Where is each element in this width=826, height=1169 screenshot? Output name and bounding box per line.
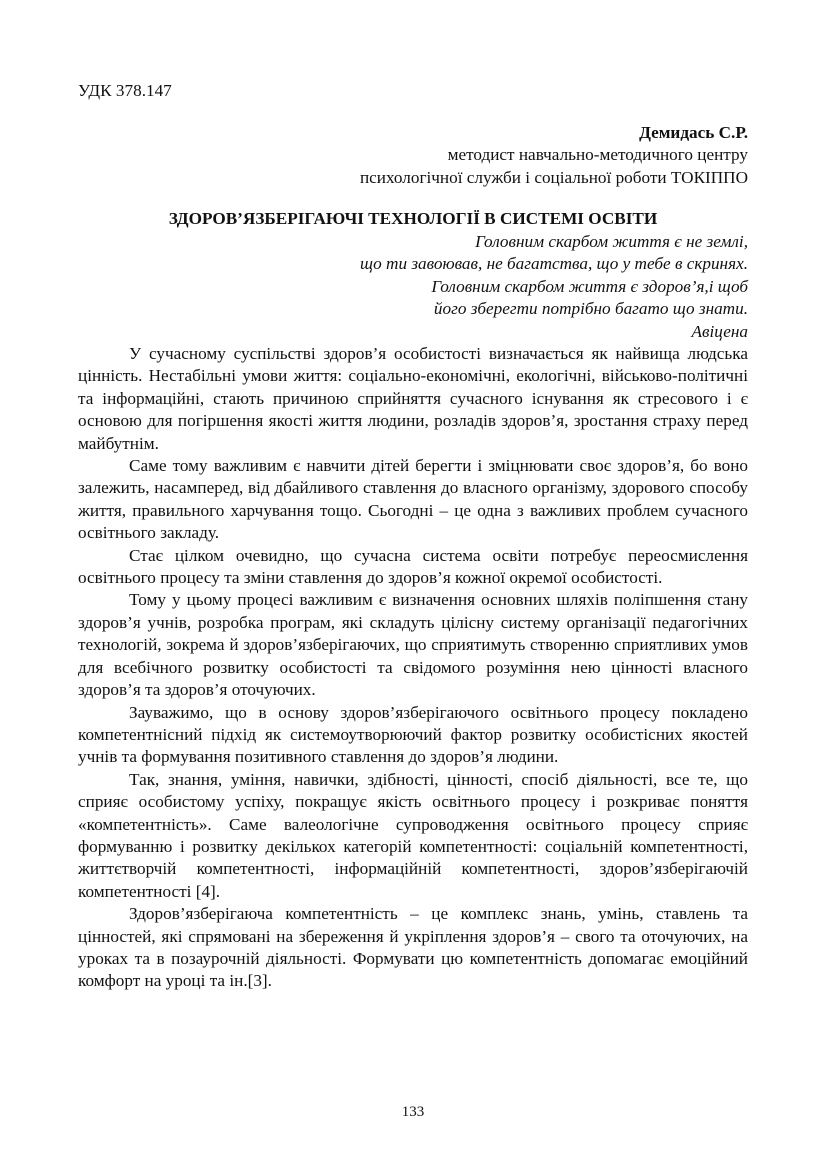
epigraph-line: що ти завоював, не багатства, що у тебе в скринях.: [359, 254, 748, 274]
epigraph-line: його зберегти потрібно багато що знати.: [433, 299, 748, 319]
body-paragraph: Здоров’язберігаюча компетентність – це комплекс знань, умінь, ставлень та цінностей, які спрямовані на збереження й укріплення здоров’я – свого та оточуючих, на уроках та в позаурочній діяльності. Формувати цю компетентність допомагає емоційний комфорт на уроці та ін.[3].: [78, 904, 748, 991]
body-paragraph: Саме тому важливим є навчити дітей берегти і зміцнювати своє здоров’я, бо воно залежить, насамперед, від дбайливого ставлення до власного організму, здорового способу життя, правильного харчування тощо. Сьогодні – це одна з важливих проблем сучасного освітнього закладу.: [78, 456, 748, 543]
author-block: [360, 122, 748, 189]
author-position-line: психологічної служби і соціальної роботи ТОКІППО: [359, 167, 748, 187]
body-paragraph: Стає цілком очевидно, що сучасна система освіти потребує переосмислення освітнього процесу та зміни ставлення до здоров’я кожної окремої особистості.: [78, 545, 748, 588]
epigraph-attribution: Авіцена: [691, 321, 748, 341]
epigraph-line: Головним скарбом життя є не землі,: [475, 232, 748, 251]
article-body: [78, 343, 748, 993]
epigraph-line: Головним скарбом життя є здоров’я,і щоб: [431, 276, 748, 296]
author-name: Демидась С.Р.: [639, 123, 748, 142]
udk-code: УДК 378.147: [78, 81, 172, 100]
body-paragraph: Тому у цьому процесі важливим є визначення основних шляхів поліпшення стану здоров’я учнів, розробка програм, які складуть цілісну систему організації педагогічних технологій, зокрема й здоров’язберігаючих, що сприятимуть створенню сприятливих умов для всебічного розвитку особистості та свідомого розуміння нею цінності власного здоров’я та здоров’я оточуючих.: [78, 590, 748, 700]
author-position-line: методист навчально-методичного центру: [447, 145, 748, 165]
body-paragraph: Зауважимо, що в основу здоров’язберігаючого освітнього процесу покладено компетентнісний підхід як системоутворюючий фактор розвитку особистісних якостей учнів та формування позитивного ставлення до здоров’я людини.: [78, 702, 748, 767]
article-title: ЗДОРОВ’ЯЗБЕРІГАЮЧІ ТЕХНОЛОГІЇ В СИСТЕМІ ОСВІТИ: [168, 209, 658, 228]
epigraph: [360, 231, 748, 343]
page-number: 133: [401, 1104, 425, 1120]
body-paragraph: Так, знання, уміння, навички, здібності, цінності, спосіб діяльності, все те, що сприяє особистому успіху, покращує якість освітнього процесу і розкриває поняття «компетентність». Саме валеологічне супроводження освітнього процесу сприяє формуванню і розвитку декількох категорій компетентності: соціальній компетентності, життєтворчій компетентності, інформаційній компетентності, здоров’язберігаючій компетентності [4].: [78, 769, 748, 901]
body-paragraph: У сучасному суспільстві здоров’я особистості визначається як найвища людська цінність. Нестабільні умови життя: соціально-економічні, екологічні, військово-політичні та інформаційні, стають причиною сприйняття сучасного існування як стресового і є основою для погіршення якості життя людини, розладів здоров’я, зростання страху перед майбутнім.: [78, 344, 748, 453]
